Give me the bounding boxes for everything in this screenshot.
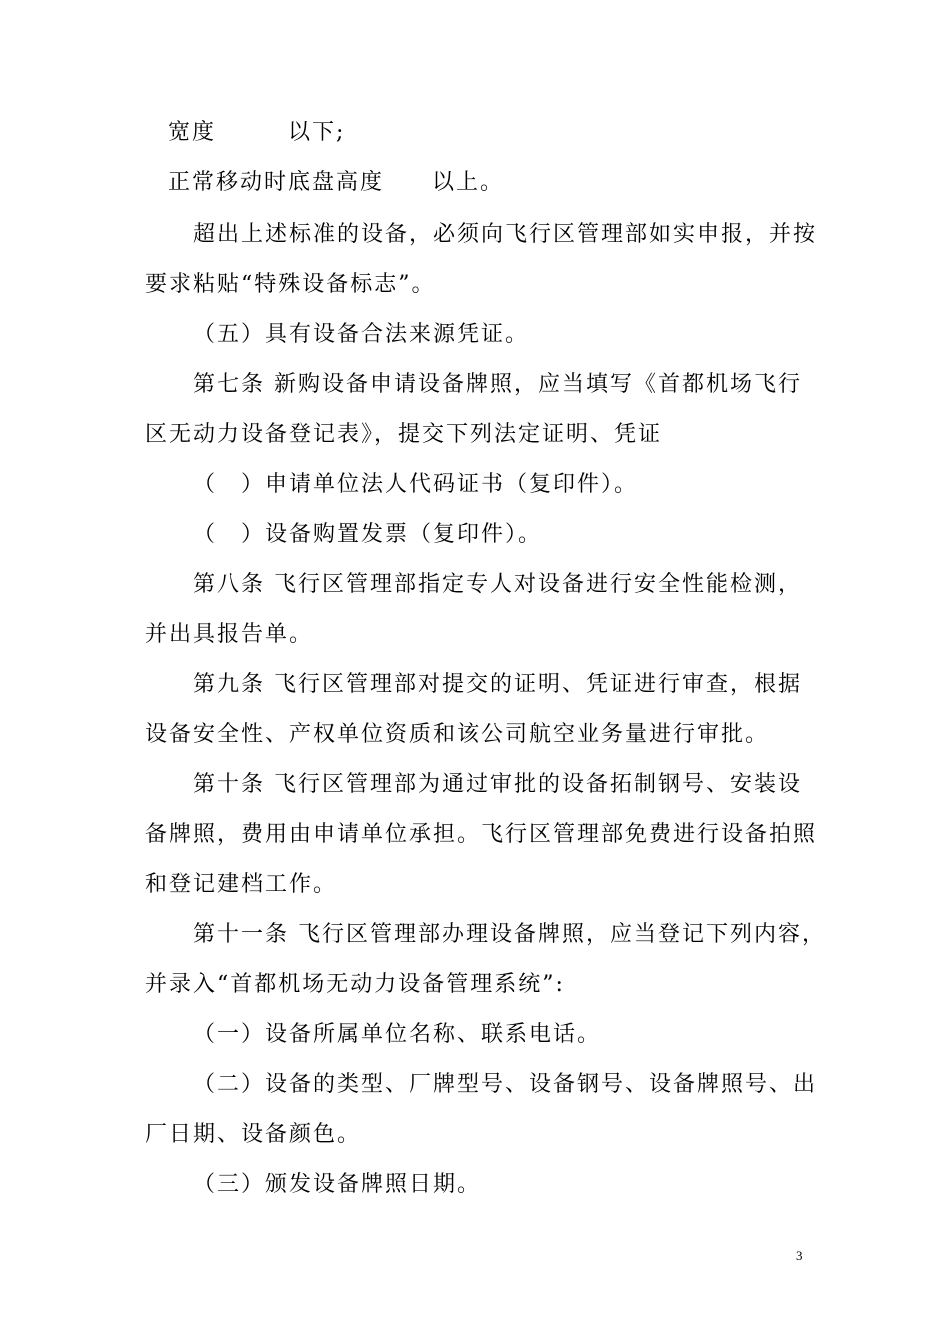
paragraph-line: 要求粘贴“特殊设备标志”。 (145, 272, 436, 297)
paragraph-line: （三）颁发设备牌照日期。 (193, 1172, 482, 1197)
paragraph-line: （二）设备的类型、厂牌型号、设备钢号、设备牌照号、出 (193, 1072, 818, 1097)
paragraph-line: 并录入“首都机场无动力设备管理系统”: (145, 972, 565, 997)
paragraph-line: 第八条 飞行区管理部指定专人对设备进行安全性能检测， (193, 572, 802, 597)
paragraph-line: 设备安全性、产权单位资质和该公司航空业务量进行审批。 (145, 722, 770, 747)
paragraph-line: 宽度 以下; (168, 120, 346, 145)
paragraph-line: 备牌照，费用由申请单位承担。飞行区管理部免费进行设备拍照 (145, 822, 818, 847)
paragraph-line: 区无动力设备登记表》，提交下列法定证明、凭证 (145, 422, 663, 447)
paragraph-line: （五）具有设备合法来源凭证。 (193, 322, 530, 347)
paragraph-line: 第七条 新购设备申请设备牌照，应当填写《首都机场飞行 (193, 372, 802, 397)
paragraph-line: 和登记建档工作。 (145, 872, 338, 897)
page-number: 3 (796, 1248, 803, 1263)
paragraph-line: 厂日期、设备颜色。 (145, 1122, 362, 1147)
paragraph-line: 第十一条 飞行区管理部办理设备牌照，应当登记下列内容， (193, 922, 826, 947)
paragraph-line: 正常移动时底盘高度 以上。 (168, 170, 505, 195)
paragraph-line: 第九条 飞行区管理部对提交的证明、凭证进行审查，根据 (193, 672, 802, 697)
paragraph-line: （ ）申请单位法人代码证书（复印件）。 (193, 472, 639, 497)
paragraph-line: 第十条 飞行区管理部为通过审批的设备拓制钢号、安装设 (193, 772, 802, 797)
paragraph-line: （一）设备所属单位名称、联系电话。 (193, 1022, 602, 1047)
paragraph-line: （ ）设备购置发票（复印件）。 (193, 522, 543, 547)
paragraph-line: 超出上述标准的设备，必须向飞行区管理部如实申报，并按 (193, 222, 818, 247)
paragraph-line: 并出具报告单。 (145, 622, 314, 647)
